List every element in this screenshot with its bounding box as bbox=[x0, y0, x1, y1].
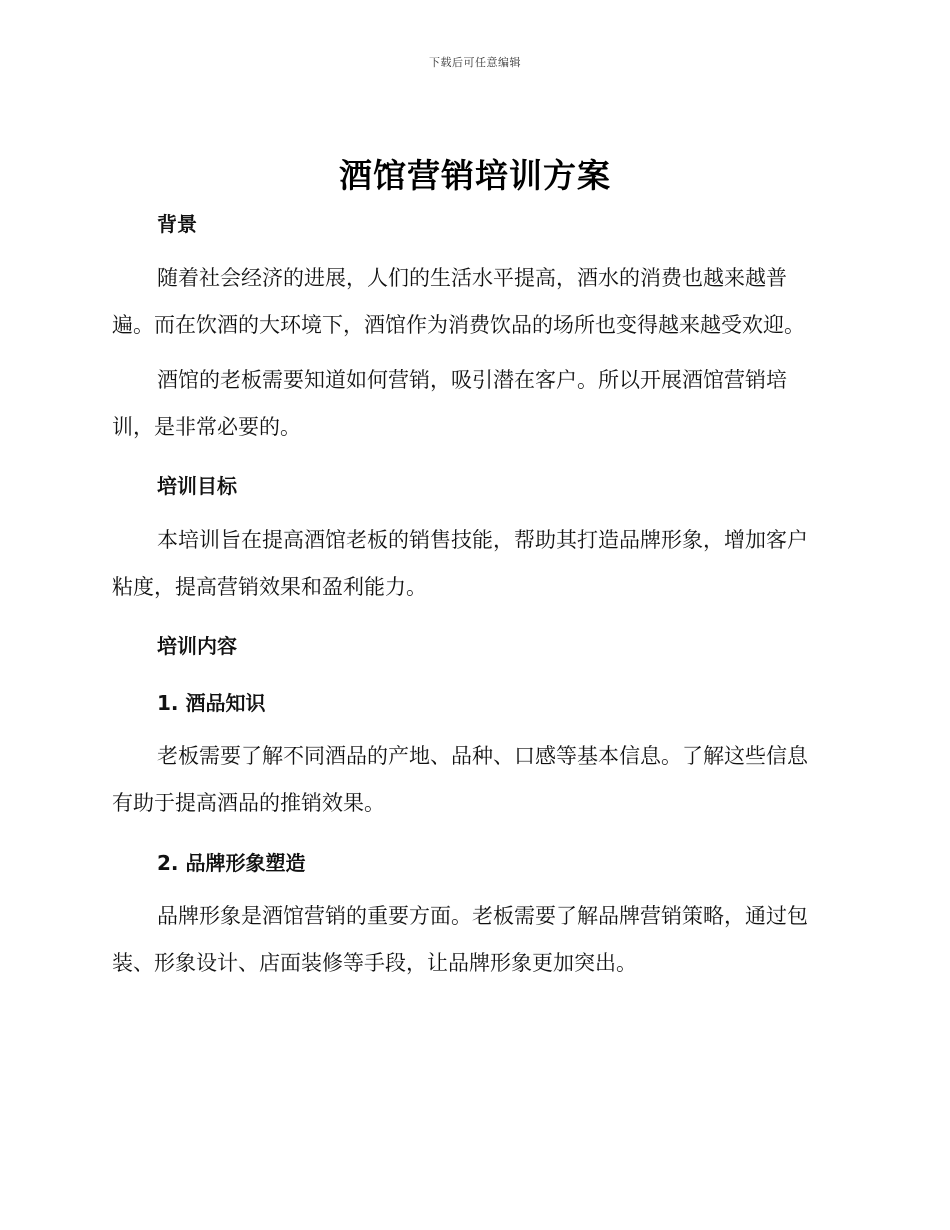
paragraph-brand-image bbox=[112, 893, 852, 987]
heading-content: 培训内容 bbox=[157, 634, 237, 658]
paragraph-line: 粘度，提高营销效果和盈利能力。 bbox=[112, 575, 427, 599]
heading-goal: 培训目标 bbox=[157, 474, 237, 498]
paragraph-line: 有助于提高酒品的推销效果。 bbox=[112, 791, 385, 815]
paragraph-wine-knowledge bbox=[112, 733, 852, 827]
heading-background: 背景 bbox=[157, 212, 197, 236]
paragraph-line: 随着社会经济的进展，人们的生活水平提高，酒水的消费也越来越普 bbox=[157, 266, 787, 290]
paragraph-background-1 bbox=[112, 255, 852, 349]
header-note: 下载后可任意编辑 bbox=[429, 56, 521, 69]
paragraph-line: 酒馆的老板需要知道如何营销，吸引潜在客户。所以开展酒馆营销培 bbox=[157, 368, 787, 392]
paragraph-goal bbox=[112, 517, 852, 611]
paragraph-background-2 bbox=[112, 357, 852, 451]
page-title: 酒馆营销培训方案 bbox=[339, 156, 611, 195]
paragraph-line: 品牌形象是酒馆营销的重要方面。老板需要了解品牌营销策略，通过包 bbox=[157, 904, 808, 928]
paragraph-line: 装、形象设计、店面装修等手段，让品牌形象更加突出。 bbox=[112, 951, 637, 975]
subheading-brand-image: 2. 品牌形象塑造 bbox=[157, 851, 306, 875]
paragraph-line: 老板需要了解不同酒品的产地、品种、口感等基本信息。了解这些信息 bbox=[157, 744, 808, 768]
subheading-wine-knowledge: 1. 酒品知识 bbox=[157, 691, 266, 715]
paragraph-line: 遍。而在饮酒的大环境下，酒馆作为消费饮品的场所也变得越来越受欢迎。 bbox=[112, 313, 805, 337]
paragraph-line: 训，是非常必要的。 bbox=[112, 415, 301, 439]
paragraph-line: 本培训旨在提高酒馆老板的销售技能，帮助其打造品牌形象，增加客户 bbox=[157, 528, 808, 552]
